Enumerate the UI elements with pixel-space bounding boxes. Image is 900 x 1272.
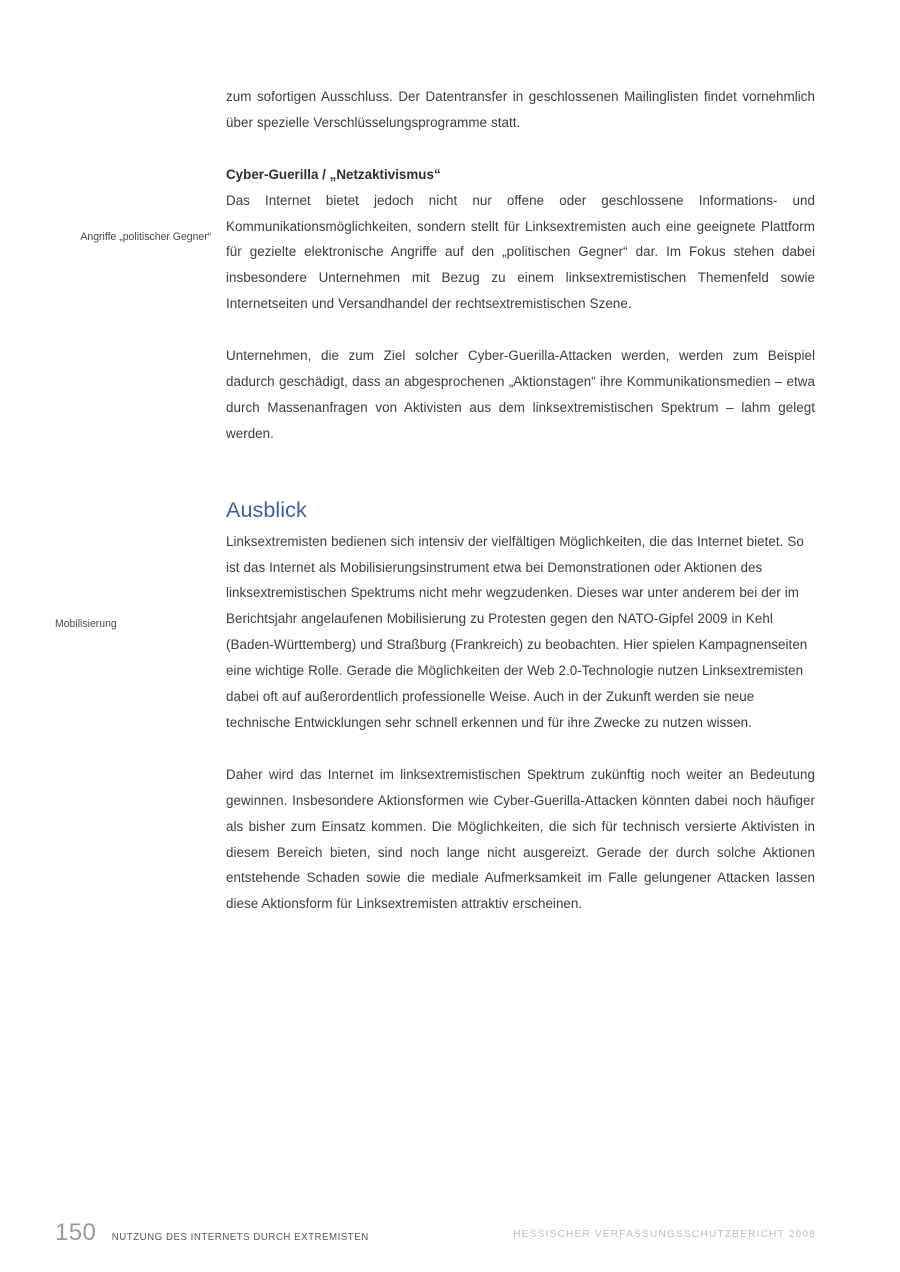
paragraph-ausblick-2: Daher wird das Internet im linksextremistischen Spektrum zukünftig noch weiter an Bedeutung gewinnen. Insbesondere Aktionsformen wie Cyber-Guerilla-Attacken könnten dabei noch häufiger als bisher zum Einsatz kommen. Die Möglichkeiten, die sich für technisch versierte Aktivisten in diesem Bereich bieten, sind noch lange nicht ausgereizt. Gerade der durch solche Aktionen entstehende Schaden sowie die mediale Aufmerksamkeit im Falle gelungener Attacken lassen diese Aktionsform für Linksextremisten attraktiv erscheinen. [226,766,815,912]
footer-section-title: NUTZUNG DES INTERNETS DURCH EXTREMISTEN [112,1232,369,1243]
footer-left-group [55,1220,376,1246]
section-spacer [226,447,815,495]
subheading-cyber-guerilla: Cyber-Guerilla / „Netzaktivismus“ [226,166,441,182]
page-number: 150 [55,1219,97,1246]
paragraph-spacer [226,136,815,162]
page-footer [0,1220,900,1260]
main-text-column [226,84,815,917]
paragraph-ausblick-1: Linksextremisten bedienen sich intensiv der vielfältigen Möglichkeiten, die das Internet bietet. So ist das Internet als Mobilisierungsinstrument etwa bei Demonstrationen oder Aktionen des linksextremistischen Spektrums nicht mehr wegzudenken. Dieses war unter anderem bei der im Berichtsjahr angelaufenen Mobilisierung zu Protesten gegen den NATO-Gipfel 2009 in Kehl (Baden-Württemberg) und Straßburg (Frankreich) zu beobachten. Hier spielen Kampagnenseiten eine wichtige Rolle. Gerade die Möglichkeiten der Web 2.0-Technologie nutzen Linksextremisten dabei oft auf außerordentlich professionelle Weise. Auch in der Zukunft werden sie neue technische Entwicklungen sehr schnell erkennen und für ihre Zwecke zu nutzen wissen. [226,533,808,730]
section-heading-ausblick: Ausblick [226,497,307,522]
paragraph-cyber-guerilla-1: Das Internet bietet jedoch nicht nur offene oder geschlossene Informations- und Kommunikationsmöglichkeiten, sondern stellt für Linksextremisten auch eine geeignete Plattform für gezielte elektronische Angriffe auf den „politischen Gegner“ dar. Im Fokus stehen dabei insbesondere Unternehmen mit Bezug zu einem linksextremistischen Themenfeld sowie Internetseiten und Versandhandel der rechtsextremistischen Szene. [226,192,815,312]
paragraph-spacer [226,736,815,762]
margin-note-mobilisierung: Mobilisierung [55,618,117,630]
paragraph-spacer [226,317,815,343]
paragraph-continued: zum sofortigen Ausschluss. Der Datentransfer in geschlossenen Mailinglisten findet vornehmlich über spezielle Verschlüsselungsprogramme statt. [226,89,815,130]
paragraph-cyber-guerilla-2: Unternehmen, die zum Ziel solcher Cyber-Guerilla-Attacken werden, werden zum Beispiel dadurch geschädigt, dass an abgesprochenen „Aktionstagen“ ihre Kommunikationsmedien – etwa durch Massenanfragen von Aktivisten aus dem linksextremistischen Spektrum – lahm gelegt werden. [226,348,815,441]
footer-publication-title: HESSISCHER VERFASSUNGSSCHUTZBERICHT 2008 [513,1229,816,1240]
margin-note-angriffe: Angriffe „politischer Gegner“ [80,231,211,243]
